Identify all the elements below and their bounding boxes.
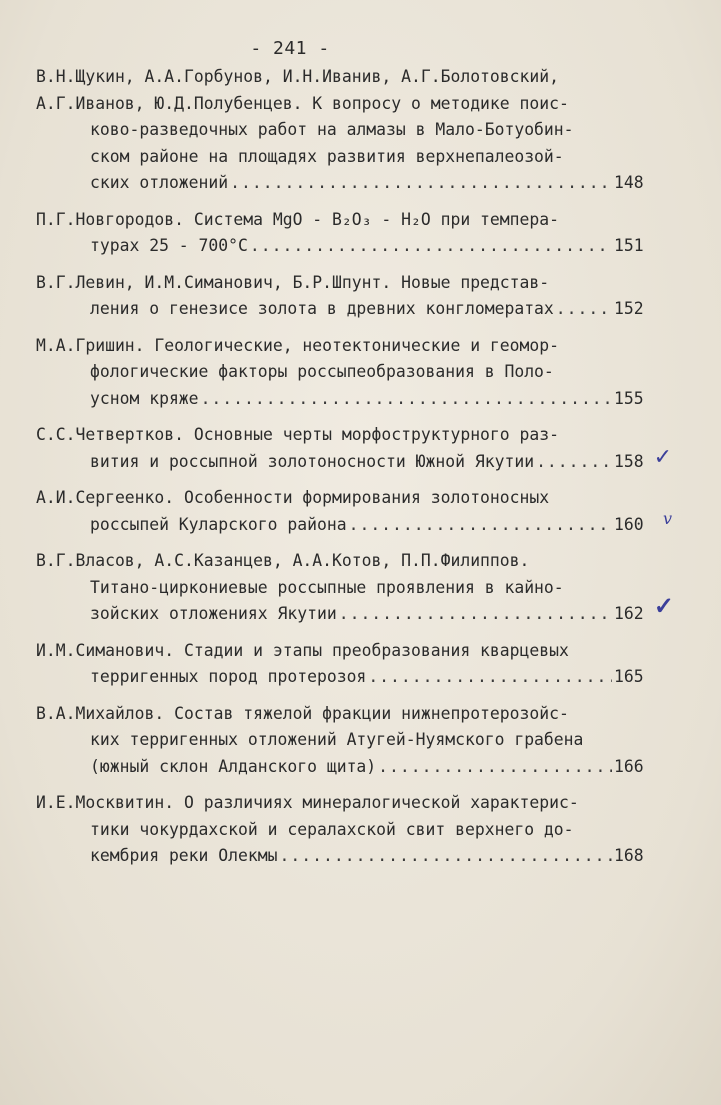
entry-line: П.Г.Новгородов. Система MgO - B₂O₃ - H₂O при темпера- (36, 209, 560, 229)
entry-last-line (36, 233, 646, 260)
entry-title-end: вития и россыпной золотоносности Южной Якутии (90, 451, 535, 471)
dot-leader (378, 754, 612, 781)
dot-leader (250, 233, 612, 260)
entry-line: ких терригенных отложений Атугей-Нуямского грабена (90, 730, 584, 749)
toc-entry (36, 638, 646, 691)
entry-line: А.Г.Иванов, Ю.Д.Полубенцев. К вопросу о методике поис- (36, 93, 569, 113)
entry-last-line (36, 386, 646, 413)
handwritten-checkmark-icon: ✓ (653, 444, 672, 470)
entry-line: ково-разведочных работ на алмазы в Мало-Ботуобин- (90, 120, 574, 139)
entry-line: И.М.Симанович. Стадии и этапы преобразования кварцевых (36, 640, 569, 660)
entry-page-number: 168 (614, 846, 644, 865)
toc-entry (36, 422, 672, 475)
entry-page-number: 152 (614, 299, 644, 318)
entry-title-end: россыпей Куларского района (90, 514, 347, 534)
entry-page-number: 158 (614, 451, 644, 471)
dot-leader (201, 386, 612, 413)
handwritten-check-icon: ✓ (653, 591, 674, 620)
page-number: - 241 - (250, 38, 330, 59)
entry-page-number: 151 (614, 236, 644, 255)
entry-title-end: турах 25 - 700°C (90, 236, 248, 255)
table-of-contents (36, 64, 674, 880)
entry-title-end: зойских отложениях Якутии (90, 604, 337, 623)
dot-leader (349, 512, 612, 539)
dot-leader (280, 843, 613, 870)
toc-entry (36, 333, 646, 413)
entry-page-number: 160 (614, 514, 644, 534)
entry-title-end: (южный склон Алданского щита) (90, 756, 377, 776)
entry-line: В.Н.Щукин, А.А.Горбунов, И.Н.Иванив, А.Г.Болотовский, (36, 67, 560, 86)
entry-page-number: 155 (614, 388, 644, 408)
entry-last-line (36, 170, 646, 197)
entry-last-line (36, 444, 672, 476)
entry-line: А.И.Сергеенко. Особенности формирования золотоносных (36, 488, 550, 507)
toc-entry (36, 485, 672, 538)
entry-line: М.А.Гришин. Геологические, неотектонические и геомор- (36, 335, 560, 355)
entry-line: В.А.Михайлов. Состав тяжелой фракции нижнепротерозойс- (36, 703, 569, 723)
entry-last-line (36, 508, 672, 539)
entry-last-line (36, 664, 646, 691)
dot-leader (368, 664, 612, 691)
entry-line: фологические факторы россыпеобразования в Поло- (90, 362, 554, 381)
entry-last-line (36, 591, 674, 628)
entry-title-end: терригенных пород протерозоя (90, 667, 367, 686)
entry-line: С.С.Четвертков. Основные черты морфоструктурного раз- (36, 425, 560, 444)
entry-title-end: ления о генезисе золота в древних конгломератах (90, 299, 554, 318)
entry-line: Титано-циркониевые россыпные проявления в кайно- (90, 577, 564, 597)
toc-entry (36, 701, 646, 781)
entry-title-end: усном кряже (90, 388, 199, 408)
dot-leader (536, 449, 612, 476)
entry-line: В.Г.Власов, А.С.Казанцев, А.А.Котов, П.П.Филиппов. (36, 551, 530, 570)
toc-entry (36, 548, 674, 628)
toc-entry (36, 790, 646, 870)
dot-leader (556, 296, 612, 323)
entry-last-line (36, 296, 646, 323)
dot-leader (339, 601, 612, 628)
dot-leader (230, 170, 612, 197)
entry-title-end: кембрия реки Олекмы (90, 846, 278, 865)
entry-page-number: 166 (614, 756, 644, 776)
toc-entry (36, 64, 646, 197)
entry-last-line (36, 843, 646, 870)
toc-entry (36, 207, 646, 260)
entry-line: И.Е.Москвитин. О различиях минералогической характерис- (36, 793, 579, 812)
entry-line: В.Г.Левин, И.М.Симанович, Б.Р.Шпунт. Новые представ- (36, 272, 550, 292)
entry-last-line (36, 754, 646, 781)
entry-page-number: 148 (614, 173, 644, 192)
entry-page-number: 162 (614, 604, 644, 623)
entry-title-end: ских отложений (90, 173, 229, 192)
handwritten-tick-icon: v (662, 508, 672, 528)
toc-entry (36, 270, 646, 323)
entry-line: ском районе на площадях развития верхнепалеозой- (90, 146, 564, 166)
entry-line: тики чокурдахской и сералахской свит верхнего до- (90, 819, 574, 839)
entry-page-number: 165 (614, 667, 644, 686)
